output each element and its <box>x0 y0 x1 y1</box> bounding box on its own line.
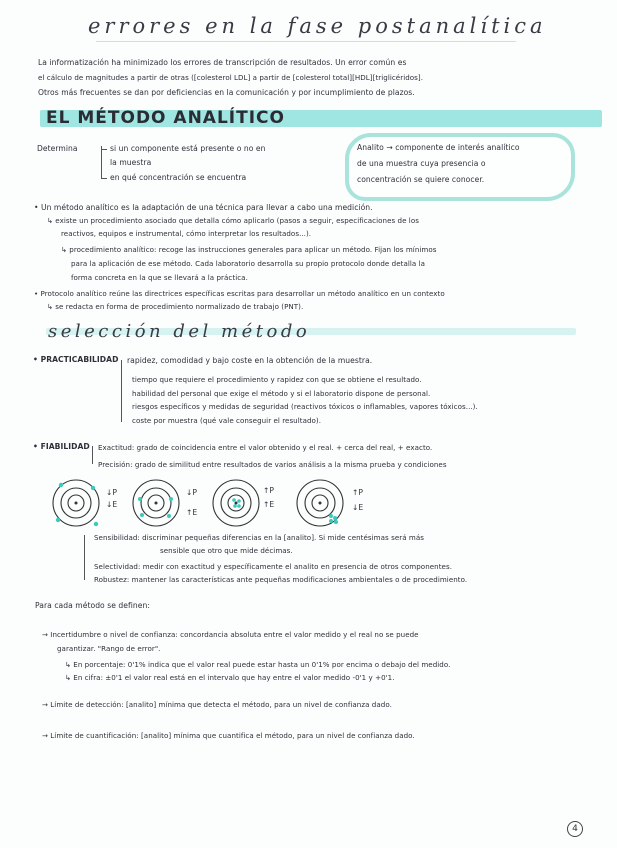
metodo-sub-2b: para la aplicación de ese método. Cada laboratorio desarrolla su propio protocolo donde detalla la <box>71 259 426 268</box>
page-title: errores en la fase postanalítica <box>88 14 547 38</box>
section-heading-metodo: EL MÉTODO ANALÍTICO <box>46 108 285 128</box>
metodo-sub-2: ↳ procedimiento analítico: recoge las instrucciones generales para aplicar un método. Fijan los mínimos <box>61 245 437 254</box>
incertidumbre-cifra: ↳ En cifra: ±0'1 el valor real está en el intervalo que hay entre el valor medido -0'1 y +0'1. <box>65 673 395 682</box>
target-3 <box>213 480 259 526</box>
section-title-seleccion: selección del método <box>48 321 311 342</box>
selectividad-def: Selectividad: medir con exactitud y específicamente el analito en presencia de otros componentes. <box>94 562 453 571</box>
intro-line-2: el cálculo de magnitudes a partir de otras ([colesterol LDL] a partir de [colesterol total][HDL][triglicéridos]. <box>38 73 424 82</box>
target-1-p: ↓P <box>106 488 118 497</box>
pract-item-4: riesgos específicos y medidas de seguridad (reactivos tóxicos o inflamables, vapores tóxicos...). <box>132 402 478 411</box>
determina-brace <box>101 146 102 179</box>
target-2 <box>133 480 179 526</box>
determina-item-1b: la muestra <box>110 158 152 167</box>
bubble-line-1: Analito → componente de interés analítico <box>357 143 520 152</box>
robustez-def: Robustez: mantener las características ante pequeñas modificaciones ambientales o de procedimiento. <box>94 575 468 584</box>
fiabilidad-label: • FIABILIDAD <box>33 442 90 451</box>
metodo-sub-2c: forma concreta en la que se llevará a la práctica. <box>71 273 248 282</box>
incertidumbre-porcentaje: ↳ En porcentaje: 0'1% indica que el valor real puede estar hasta un 0'1% por encima o debajo del medido. <box>65 660 451 669</box>
bubble-line-2: de una muestra cuya presencia o <box>357 159 486 168</box>
pract-item-3: habilidad del personal que exige el método y si el laboratorio dispone de personal. <box>132 389 431 398</box>
protocolo-bullet: • Protocolo analítico reúne las directrices específicas escritas para desarrollar un método analítico en un contexto <box>34 289 445 298</box>
metodo-bullet-1: • Un método analítico es la adaptación de una técnica para llevar a cabo una medición. <box>34 203 373 212</box>
intro-line-1: La informatización ha minimizado los errores de transcripción de resultados. Un error común es <box>38 58 407 67</box>
practicabilidad-brace <box>121 360 122 422</box>
target-4-p: ↑P <box>352 488 364 497</box>
brace-tick <box>101 178 107 179</box>
target-1 <box>53 480 99 526</box>
bubble-line-3: concentración se quiere conocer. <box>357 175 485 184</box>
fiabilidad-brace <box>92 446 93 464</box>
target-4-e: ↓E <box>352 503 364 512</box>
determina-item-1a: si un componente está presente o no en <box>110 144 266 153</box>
exactitud-def: Exactitud: grado de coincidencia entre el valor obtenido y el real. + cerca del real, + exacto. <box>98 443 433 452</box>
target-3-p: ↑P <box>263 486 275 495</box>
target-1-e: ↓E <box>106 500 118 509</box>
practicabilidad-label: • PRACTICABILIDAD <box>33 355 119 364</box>
definen-heading: Para cada método se definen: <box>35 601 150 610</box>
protocolo-sub: ↳ se redacta en forma de procedimiento normalizado de trabajo (PNT). <box>47 302 304 311</box>
brace-tick <box>101 149 107 150</box>
pract-item-5: coste por muestra (qué vale conseguir el resultado). <box>132 416 322 425</box>
incertidumbre-2: garantizar. "Rango de error". <box>57 644 161 653</box>
determina-label: Determina <box>37 144 78 153</box>
target-3-e: ↑E <box>263 500 275 509</box>
precision-def: Precisión: grado de similitud entre resultados de varios análisis a la misma prueba y condiciones <box>98 460 447 469</box>
sensibilidad-def-1: Sensibilidad: discriminar pequeñas diferencias en la [analito]. Si mide centésimas será más <box>94 533 425 542</box>
pract-item-2: tiempo que requiere el procedimiento y rapidez con que se obtiene el resultado. <box>132 375 422 384</box>
target-2-e: ↑E <box>186 508 198 517</box>
determina-item-2: en qué concentración se encuentra <box>110 173 247 182</box>
page-number: 4 <box>567 821 583 837</box>
sensibilidad-def-2: sensible que otro que mide décimas. <box>160 546 293 555</box>
incertidumbre-1: → Incertidumbre o nivel de confianza: concordancia absoluta entre el valor medido y el real no se puede <box>42 630 419 639</box>
pract-item-1: rapidez, comodidad y bajo coste en la obtención de la muestra. <box>127 356 373 365</box>
target-2-p: ↓P <box>186 488 198 497</box>
properties-brace <box>84 535 85 580</box>
metodo-sub-1: ↳ existe un procedimiento asociado que detalla cómo aplicarlo (pasos a seguir, especificaciones de los <box>47 216 419 225</box>
limite-cuantificacion: → Límite de cuantificación: [analito] mínima que cuantifica el método, para un nivel de confianza dado. <box>42 731 415 740</box>
intro-line-3: Otros más frecuentes se dan por deficiencias en la comunicación y por incumplimiento de plazos. <box>38 88 415 97</box>
limite-deteccion: → Límite de detección: [analito] mínima que detecta el método, para un nivel de confianza dado. <box>42 700 392 709</box>
precision-accuracy-targets <box>50 472 390 534</box>
target-4 <box>297 480 343 526</box>
metodo-sub-1b: reactivos, equipos e instrumental, cómo interpretar los resultados...). <box>61 229 312 238</box>
title-underline <box>96 41 516 42</box>
